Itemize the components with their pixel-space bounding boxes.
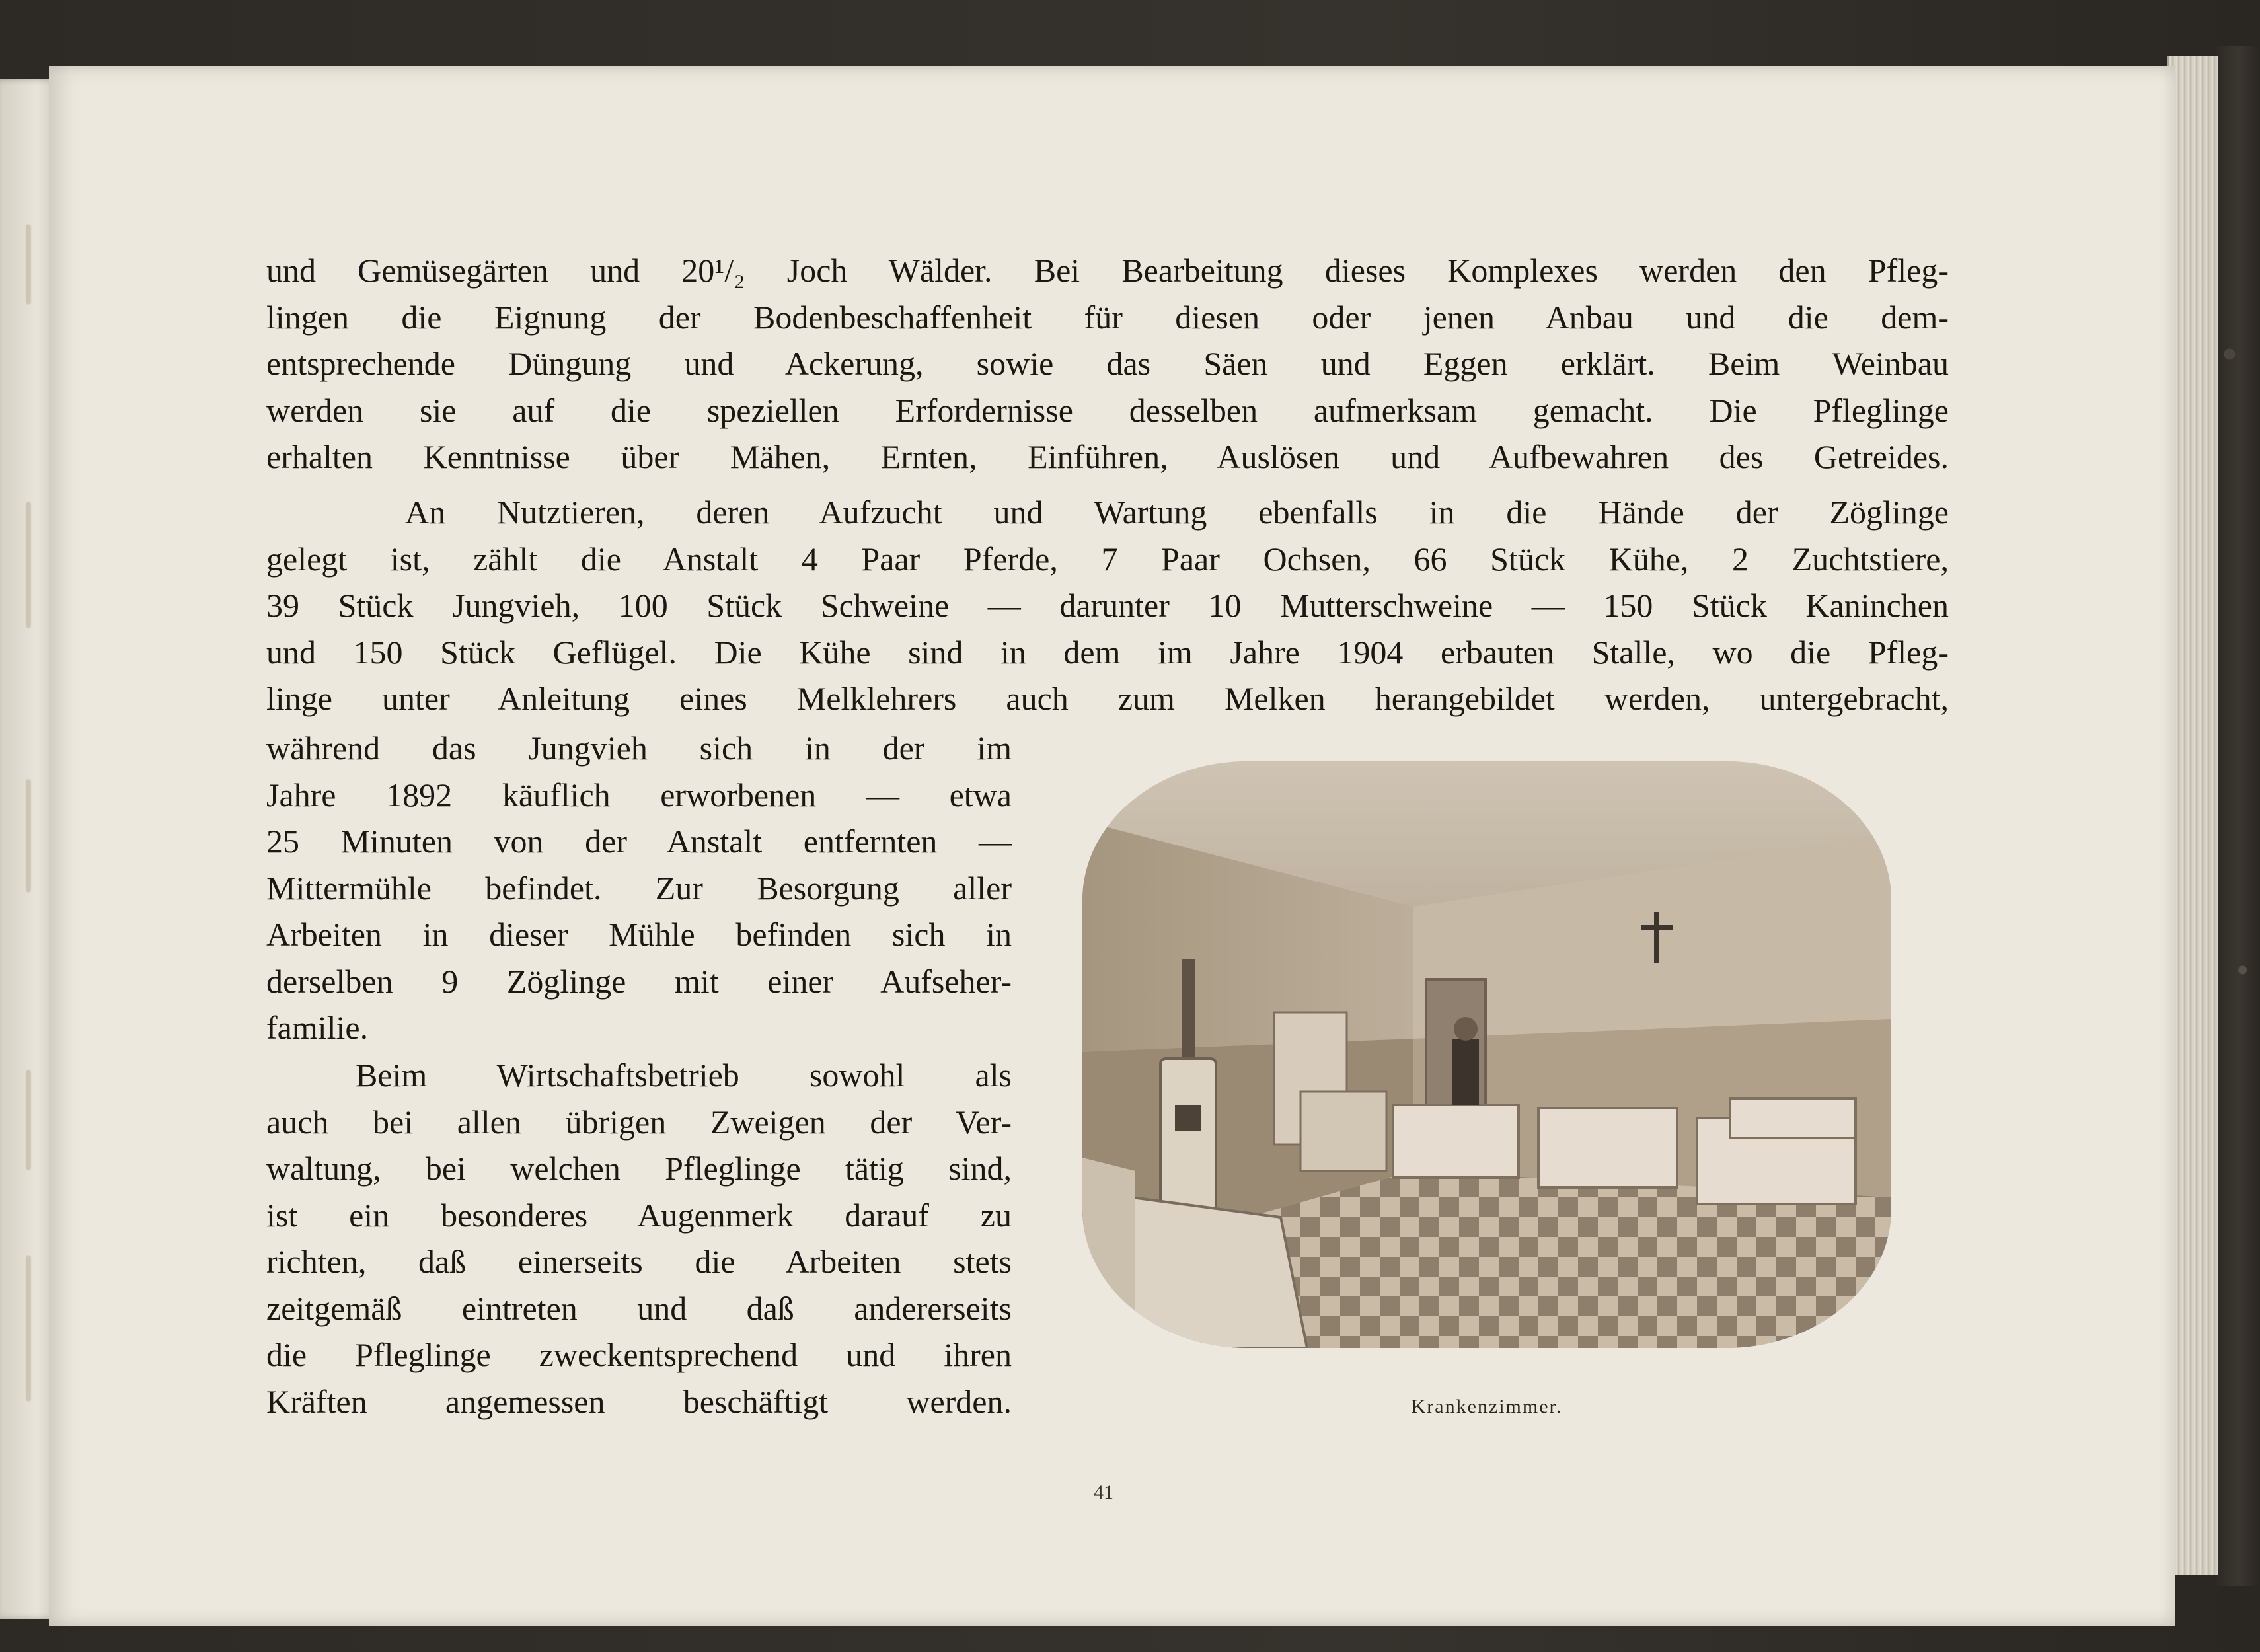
photo-illustration — [1082, 761, 1891, 1348]
binding-stitch — [26, 1256, 30, 1401]
text-line: Mittermühle befindet. Zur Besorgung aller — [266, 869, 1012, 907]
page-number: 41 — [1094, 1482, 1113, 1503]
text-line: und Gemüsegärten und 20¹/₂ Joch Wälder. Bei Bearbeitung dieses Komplexes werden den Pfleg- — [266, 252, 1949, 289]
text-line: ist ein besonderes Augenmerk darauf zu — [266, 1196, 1012, 1234]
binding-stitch — [26, 225, 30, 304]
paragraph-2-continuation — [266, 725, 1012, 1051]
paragraph-3 — [266, 1052, 1012, 1425]
text-line: zeitgemäß eintreten und daß andererseits — [266, 1289, 1012, 1327]
text-line: familie. — [266, 1009, 369, 1046]
binding-stitch — [26, 502, 30, 628]
binding-stitch — [26, 1070, 30, 1170]
sickroom-photograph — [1082, 761, 1891, 1348]
text-line: und 150 Stück Geflügel. Die Kühe sind in dem im Jahre 1904 erbauten Stalle, wo die Pfleg- — [266, 633, 1949, 671]
text-line: Jahre 1892 käuflich erworbenen — etwa — [266, 776, 1012, 813]
text-line: werden sie auf die speziellen Erfordernisse desselben aufmerksam gemacht. Die Pfleglinge — [266, 391, 1949, 429]
text-line: 39 Stück Jungvieh, 100 Stück Schweine — darunter 10 Mutterschweine — 150 Stück Kaninchen — [266, 587, 1949, 624]
text-line: auch bei allen übrigen Zweigen der Ver- — [266, 1103, 1012, 1141]
text-line: derselben 9 Zöglinge mit einer Aufseher- — [266, 962, 1012, 1000]
paragraph-1 — [266, 247, 1949, 480]
text-line: die Pfleglinge zweckentsprechend und ihren — [266, 1336, 1012, 1373]
text-line: An Nutztieren, deren Aufzucht und Wartung ebenfalls in die Hände der Zöglinge — [405, 494, 1949, 531]
text-line: 25 Minuten von der Anstalt entfernten — — [266, 823, 1012, 860]
text-line: erhalten Kenntnisse über Mähen, Ernten, Einführen, Auslösen und Aufbewahren des Getreides. — [266, 438, 1949, 475]
binding-stitch — [26, 780, 30, 892]
text-line: entsprechende Düngung und Ackerung, sowie das Säen und Eggen erklärt. Beim Weinbau — [266, 345, 1949, 382]
text-line: richten, daß einerseits die Arbeiten stets — [266, 1243, 1012, 1280]
text-line: gelegt ist, zählt die Anstalt 4 Paar Pferde, 7 Paar Ochsen, 66 Stück Kühe, 2 Zuchtstiere, — [266, 540, 1949, 578]
text-line: während das Jungvieh sich in der im — [266, 730, 1012, 767]
photo-frame — [1082, 761, 1891, 1348]
text-line: Beim Wirtschaftsbetrieb sowohl als — [356, 1057, 1012, 1094]
photo-caption: Krankenzimmer. — [1411, 1396, 1563, 1417]
text-line: Kräften angemessen beschäftigt werden. — [266, 1382, 1012, 1420]
paragraph-2 — [266, 489, 1949, 722]
text-line: Arbeiten in dieser Mühle befinden sich in — [266, 916, 1012, 953]
text-line: linge unter Anleitung eines Melklehrers auch zum Melken herangebildet werden, untergebracht, — [266, 680, 1949, 717]
book-cover-edge — [2216, 46, 2260, 1586]
text-line: lingen die Eignung der Bodenbeschaffenheit für diesen oder jenen Anbau und die dem- — [266, 298, 1949, 336]
text-line: waltung, bei welchen Pfleglinge tätig sind, — [266, 1150, 1012, 1187]
